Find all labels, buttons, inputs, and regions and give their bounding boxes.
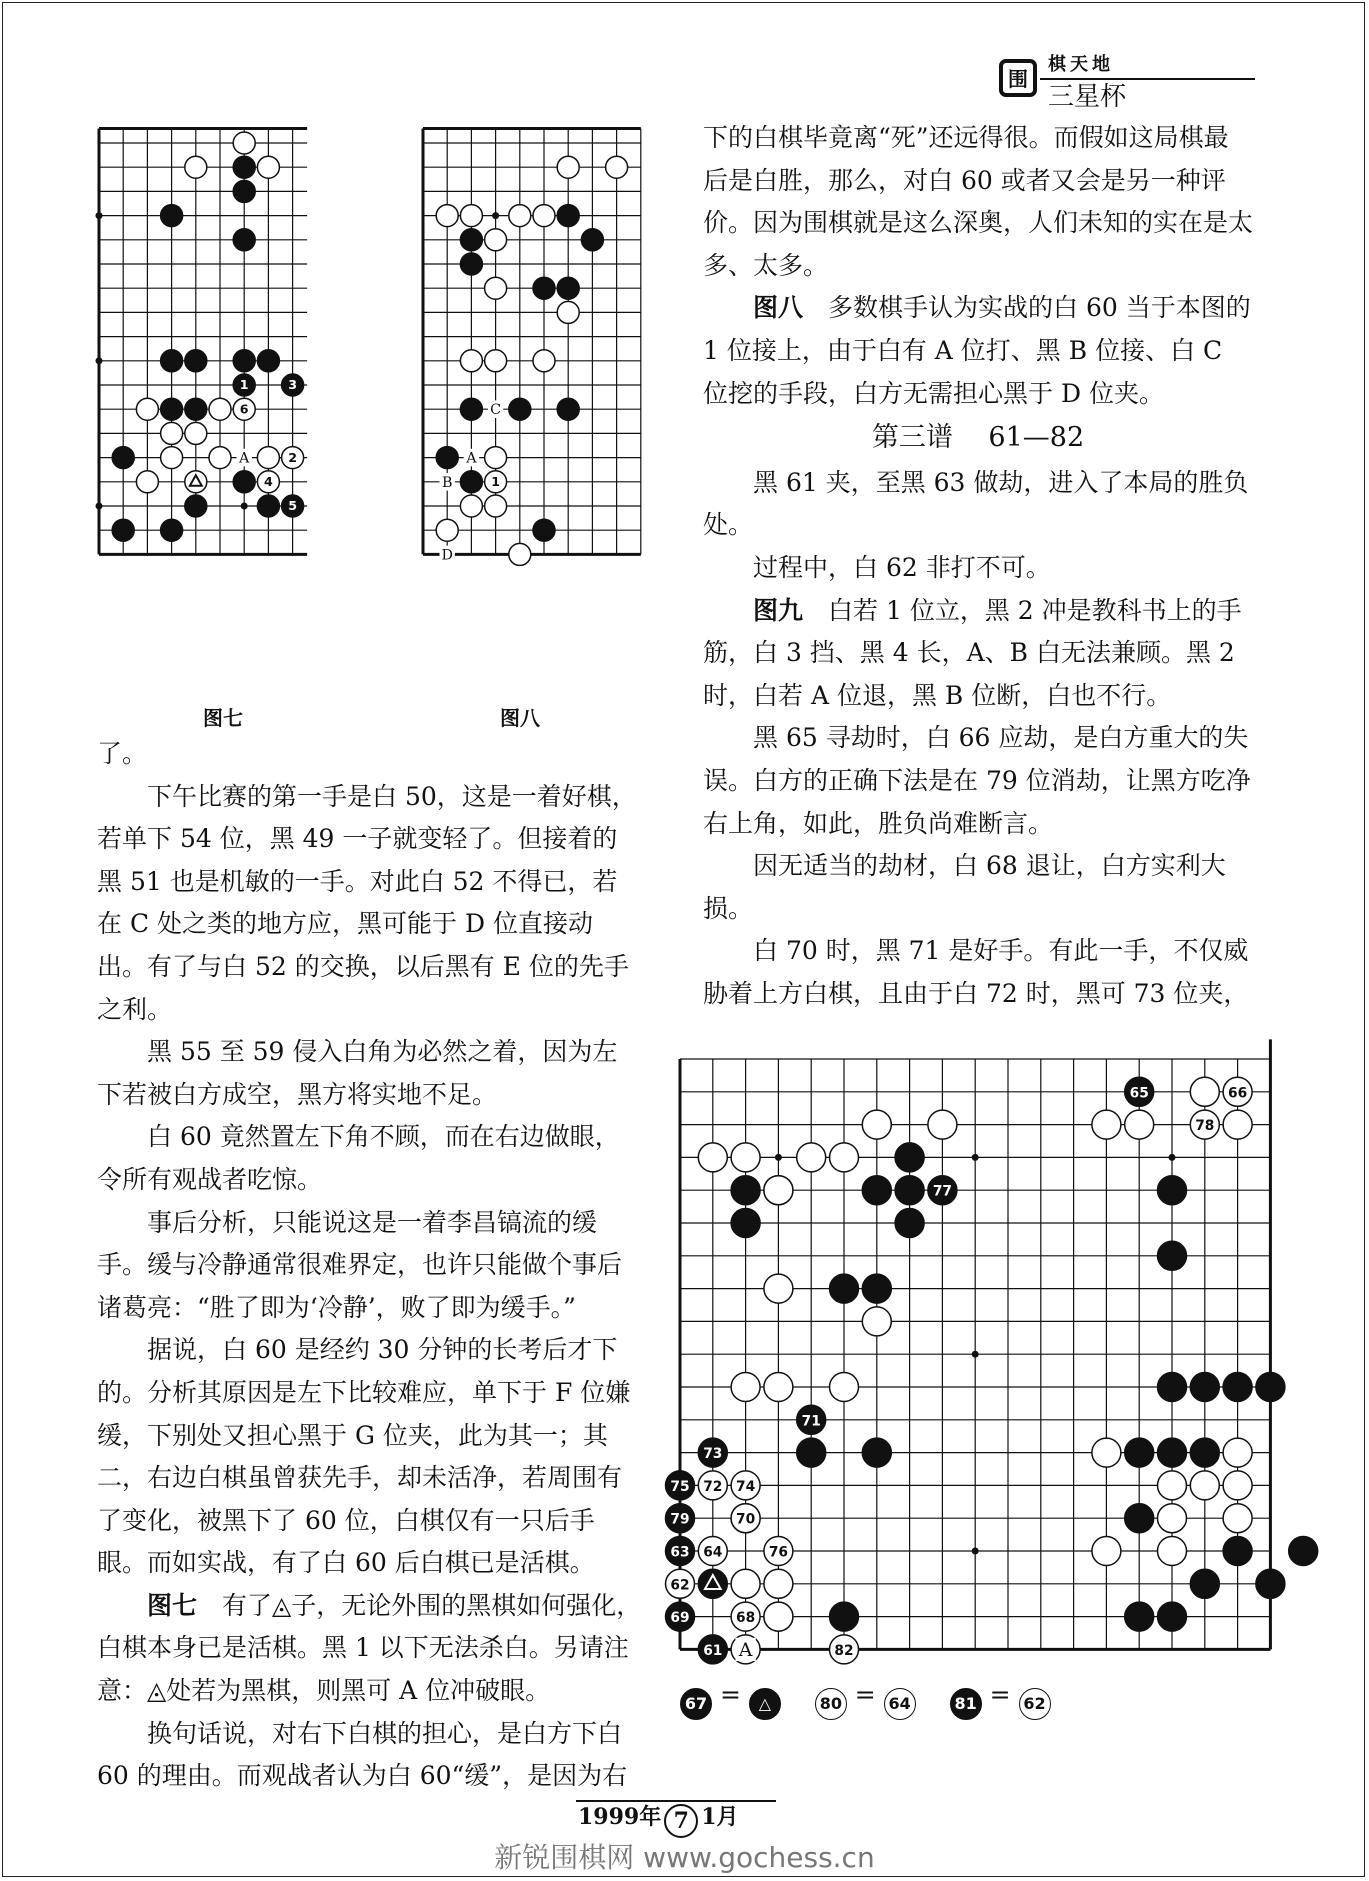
- paragraph-text: 白 70 时，黑 71 是好手。有此一手，不仅威胁着上方白棋，且由于白 72 时，黑可 73 位夹，: [703, 936, 1249, 1008]
- move-number: 4: [264, 473, 273, 489]
- move-number: 3: [288, 377, 297, 393]
- white-stone: [209, 398, 231, 420]
- black-stone: [1256, 1373, 1285, 1402]
- white-stone: [1158, 1504, 1187, 1533]
- legend-white-stone: 64: [884, 1688, 916, 1720]
- white-stone: [1092, 1110, 1121, 1139]
- caption-diagram-8: 图八: [500, 706, 540, 730]
- white-stone: [557, 301, 579, 323]
- white-stone: [1190, 1077, 1219, 1106]
- white-stone: [485, 495, 507, 517]
- paragraph: [703, 547, 1253, 590]
- black-stone: [460, 471, 482, 493]
- paragraph-text: 白若 1 位立，黑 2 冲是教科书上的手筋，白 3 挡、黑 4 长，A、B 白无法兼顾。黑 2 时，白若 A 位退，黑 B 位断，白也不行。: [703, 595, 1242, 710]
- black-stone: [1190, 1569, 1219, 1598]
- black-stone: [731, 1176, 760, 1205]
- move-number: 77: [932, 1183, 952, 1200]
- paragraph-text: 过程中，白 62 非打不可。: [753, 552, 1051, 582]
- white-stone: [1223, 1438, 1252, 1467]
- white-stone: [185, 422, 207, 444]
- move-number: 76: [768, 1544, 788, 1561]
- move-number: 2: [288, 449, 297, 465]
- paragraph: [703, 930, 1253, 1015]
- black-stone: [1158, 1241, 1187, 1270]
- diagram-7: [95, 140, 310, 665]
- black-stone: [161, 398, 183, 420]
- white-stone: [764, 1373, 793, 1402]
- white-stone: [533, 350, 555, 372]
- move-number: 1: [239, 377, 249, 393]
- black-stone: [161, 519, 183, 541]
- black-stone: [1125, 1504, 1154, 1533]
- white-stone: [257, 447, 279, 469]
- paragraph: [703, 845, 1253, 930]
- hoshi-point: [96, 212, 103, 219]
- paragraph-text: 第三谱 61—82: [871, 422, 1085, 454]
- watermark: 新锐围棋网 www.gochess.cn: [494, 1841, 875, 1874]
- white-stone: [797, 1143, 826, 1172]
- paragraph-text: 黑 61 夹，至黑 63 做劫，进入了本局的胜负处。: [703, 467, 1249, 540]
- footer-year: 1999年: [578, 1804, 662, 1830]
- paragraph: [97, 1713, 642, 1798]
- white-stone: [698, 1143, 727, 1172]
- white-stone: [764, 1274, 793, 1303]
- black-stone: [862, 1438, 891, 1467]
- black-stone: [185, 398, 207, 420]
- move-number: 73: [703, 1446, 723, 1463]
- white-stone: [485, 350, 507, 372]
- white-stone: [1158, 1471, 1187, 1500]
- white-stone: [557, 156, 579, 178]
- black-stone: [1158, 1176, 1187, 1205]
- black-stone: [731, 1209, 760, 1238]
- paragraph-text: 事后分析，只能说这是一着李昌镐流的缓手。缓与冷静通常很难界定，也许只能做个事后诸葛亮：“胜了即为‘冷静’，败了即为缓手。”: [97, 1207, 623, 1322]
- black-stone: [797, 1438, 826, 1467]
- paragraph-text: 换句话说，对右下白棋的担心，是白方下白 60 的理由。而观战者认为白 60“缓”，是因为右: [97, 1718, 628, 1791]
- legend-entry: 81 = 62: [950, 1680, 1051, 1709]
- paragraph-text: 因无适当的劫材，白 68 退让，白方实利大损。: [703, 851, 1226, 923]
- black-stone: [557, 398, 579, 420]
- black-stone: [1190, 1438, 1219, 1467]
- paragraph: [97, 1585, 642, 1713]
- move-number: 68: [736, 1610, 756, 1627]
- white-stone: [185, 156, 207, 178]
- move-number: 65: [1129, 1085, 1149, 1102]
- white-stone: [764, 1602, 793, 1631]
- black-stone: [460, 229, 482, 251]
- black-stone: [233, 229, 255, 251]
- legend-entry: 67 = △: [680, 1680, 781, 1709]
- hoshi-point: [96, 503, 103, 510]
- black-stone: [185, 495, 207, 517]
- black-stone: [862, 1274, 891, 1303]
- figure-label: 图七: [147, 1590, 198, 1620]
- black-stone: [436, 447, 458, 469]
- diagram-8: [418, 140, 673, 665]
- paragraph-text: 黑 65 寻劫时，白 66 应劫，是白方重大的失误。白方的正确下法是在 79 位消劫，让黑方吃净右上角，如此，胜负尚难断言。: [703, 723, 1251, 838]
- white-stone: [485, 229, 507, 251]
- paragraph: [703, 117, 1253, 287]
- paragraph-text: 了。: [97, 739, 148, 768]
- black-stone: [161, 205, 183, 227]
- black-stone: [1158, 1438, 1187, 1467]
- white-stone: [533, 205, 555, 227]
- move-number: 72: [703, 1478, 723, 1495]
- black-stone: [460, 398, 482, 420]
- black-stone: [1289, 1537, 1318, 1566]
- hoshi-point: [972, 1154, 979, 1161]
- white-stone: [731, 1373, 760, 1402]
- black-stone: [1256, 1569, 1285, 1598]
- black-stone: [533, 277, 555, 299]
- section-heading: [703, 417, 1253, 460]
- white-stone: [1158, 1537, 1187, 1566]
- black-stone: [557, 277, 579, 299]
- black-stone: [895, 1143, 924, 1172]
- white-stone: [731, 1143, 760, 1172]
- white-stone: [209, 447, 231, 469]
- move-number: 70: [736, 1511, 756, 1528]
- white-stone: [485, 447, 507, 469]
- black-stone: [233, 156, 255, 178]
- move-number: 75: [670, 1478, 690, 1495]
- black-stone: [533, 519, 555, 541]
- move-number: 69: [670, 1610, 690, 1627]
- figure-label: 图九: [753, 595, 804, 625]
- white-stone: [1223, 1504, 1252, 1533]
- move-number: 82: [834, 1642, 854, 1659]
- paragraph-text: 下午比赛的第一手是白 50，这是一着好棋，若单下 54 位，黑 49 一子就变轻了。但接着的黑 51 也是机敏的一手。对此白 52 不得已，若在 C 处之类的地方应，黑可能于 D 位直接动出。有了与白 52 的交换，以后黑有 E 位的先手之利。: [97, 781, 637, 1024]
- white-stone: [830, 1373, 859, 1402]
- white-stone: [509, 543, 531, 565]
- black-stone: [830, 1602, 859, 1631]
- black-stone: [161, 350, 183, 372]
- white-stone: [764, 1569, 793, 1598]
- white-stone: [509, 205, 531, 227]
- black-stone: [1125, 1602, 1154, 1631]
- move-number: 71: [801, 1413, 821, 1430]
- hoshi-point: [492, 212, 499, 219]
- white-stone: [460, 350, 482, 372]
- black-stone: [862, 1176, 891, 1205]
- white-stone: [460, 495, 482, 517]
- black-stone: [257, 350, 279, 372]
- white-stone: [460, 205, 482, 227]
- legend-black-stone: △: [749, 1688, 781, 1720]
- black-stone: [460, 253, 482, 275]
- white-stone: [862, 1110, 891, 1139]
- white-stone: [1223, 1471, 1252, 1500]
- hoshi-point: [241, 503, 248, 510]
- white-stone: [1125, 1110, 1154, 1139]
- white-stone: [436, 519, 458, 541]
- white-stone: [136, 398, 158, 420]
- black-stone: [1125, 1438, 1154, 1467]
- black-stone: [830, 1274, 859, 1303]
- black-stone: [1190, 1373, 1219, 1402]
- white-stone: [606, 156, 628, 178]
- legend-entry: 80 = 64: [815, 1680, 916, 1709]
- paragraph-text: 下的白棋毕竟离“死”还远得很。而假如这局棋最后是白胜，那么，对白 60 或者又会是另一种评价。因为围棋就是这么深奥，人们未知的实在是太多、太多。: [703, 123, 1254, 280]
- white-stone: [1223, 1110, 1252, 1139]
- legend-black-stone: 81: [950, 1688, 982, 1720]
- logo-text: 围: [1008, 67, 1028, 91]
- white-stone: [1190, 1471, 1219, 1500]
- footer-month: 1月: [701, 1804, 739, 1830]
- paragraph-text: 有了◬子，无论外围的黑棋如何强化，白棋本身已是活棋。黑 1 以下无法杀白。另请注意：◬处若为黑棋，则黑可 A 位冲破眼。: [97, 1590, 642, 1706]
- black-stone: [895, 1209, 924, 1238]
- white-stone: [1092, 1537, 1121, 1566]
- white-stone: [485, 277, 507, 299]
- move-number: 1: [491, 473, 500, 489]
- paragraph: [97, 1031, 642, 1116]
- black-stone: [1223, 1537, 1252, 1566]
- body-text-right: [703, 117, 1253, 1015]
- white-stone: [764, 1176, 793, 1205]
- black-stone: [557, 205, 579, 227]
- black-stone: [1158, 1373, 1187, 1402]
- white-stone: [136, 471, 158, 493]
- white-stone: [830, 1143, 859, 1172]
- move-number: 74: [736, 1478, 756, 1495]
- magazine-name: 棋天地: [1048, 54, 1114, 75]
- move-number: 79: [670, 1511, 690, 1528]
- paragraph: [97, 733, 642, 776]
- white-stone: [731, 1569, 760, 1598]
- page-footer: [578, 1800, 739, 1838]
- magazine-logo-icon: [998, 58, 1038, 98]
- legend-white-stone: 80: [815, 1688, 847, 1720]
- hoshi-point: [1169, 1154, 1176, 1161]
- white-stone: [436, 205, 458, 227]
- paragraph: [703, 590, 1253, 718]
- black-stone: [233, 471, 255, 493]
- hoshi-point: [96, 357, 103, 364]
- section-name: 三星杯: [1048, 82, 1127, 112]
- page-number-badge: 7: [664, 1804, 698, 1838]
- black-stone: [233, 350, 255, 372]
- hoshi-point: [972, 1548, 979, 1555]
- move-number: 66: [1228, 1085, 1248, 1102]
- black-stone: [895, 1176, 924, 1205]
- paragraph: [703, 717, 1253, 845]
- move-number: 62: [670, 1577, 690, 1594]
- paragraph-text: 白 60 竟然置左下角不顾，而在右边做眼，令所有观战者吃惊。: [97, 1122, 620, 1194]
- paragraph: [97, 1329, 642, 1585]
- paragraph-text: 黑 55 至 59 侵入白角为必然之着，因为左下若被白方成空，黑方将实地不足。: [97, 1037, 618, 1109]
- move-number: 5: [288, 498, 297, 514]
- board-letter-label: A: [466, 450, 477, 467]
- move-number: 64: [703, 1544, 723, 1561]
- move-number: 61: [703, 1642, 723, 1659]
- black-stone: [257, 495, 279, 517]
- caption-diagram-7: 图七: [203, 706, 243, 730]
- white-stone: [161, 422, 183, 444]
- move-number: 63: [670, 1544, 690, 1561]
- diagram-9: [670, 1055, 1276, 1661]
- white-stone: [1092, 1438, 1121, 1467]
- legend-black-stone: 67: [680, 1688, 712, 1720]
- white-stone: [257, 156, 279, 178]
- black-stone: [112, 519, 134, 541]
- paragraph-text: 据说，白 60 是经约 30 分钟的长考后才下的。分析其原因是左下比较难应，单下于 F 位嫌缓，下别处又担心黑于 G 位夹，此为其一；其二，右边白棋虽曾获先手，却未活净，若周围有了变化，被黑下了 60 位，白棋仅有一只后手眼。而如实战，有了白 60 后白棋已是活棋。: [97, 1335, 631, 1578]
- white-stone: [233, 132, 255, 154]
- paragraph-text: 多数棋手认为实战的白 60 当于本图的 1 位接上，由于白有 A 位打、黑 B 位接、白 C 位挖的手段，白方无需担心黑于 D 位夹。: [703, 293, 1251, 408]
- board-letter-label: A: [738, 1639, 753, 1661]
- black-stone: [185, 350, 207, 372]
- paragraph: [97, 1202, 642, 1330]
- hoshi-point: [775, 1154, 782, 1161]
- paragraph: [703, 287, 1253, 415]
- board-grid: [423, 128, 641, 554]
- board-letter-label: B: [441, 474, 453, 491]
- black-stone: [112, 447, 134, 469]
- black-stone: [1223, 1373, 1252, 1402]
- black-stone: [233, 180, 255, 202]
- figure-label: 图八: [753, 293, 804, 323]
- legend-white-stone: 62: [1019, 1688, 1051, 1720]
- board-letter-label: C: [490, 402, 502, 419]
- move-number: 6: [239, 401, 249, 417]
- hoshi-point: [972, 1351, 979, 1358]
- paragraph: [703, 462, 1253, 547]
- white-stone: [928, 1110, 957, 1139]
- black-stone: [1158, 1602, 1187, 1631]
- move-number: 78: [1195, 1118, 1215, 1135]
- white-stone: [862, 1307, 891, 1336]
- white-stone: [161, 447, 183, 469]
- paragraph: [97, 776, 642, 1032]
- board-letter-label: A: [239, 450, 250, 467]
- board-letter-label: D: [441, 547, 453, 564]
- move-legend: [680, 1680, 1085, 1720]
- body-text-left: [97, 733, 642, 1798]
- paragraph: [97, 1116, 642, 1201]
- black-stone: [509, 398, 531, 420]
- black-stone: [581, 229, 603, 251]
